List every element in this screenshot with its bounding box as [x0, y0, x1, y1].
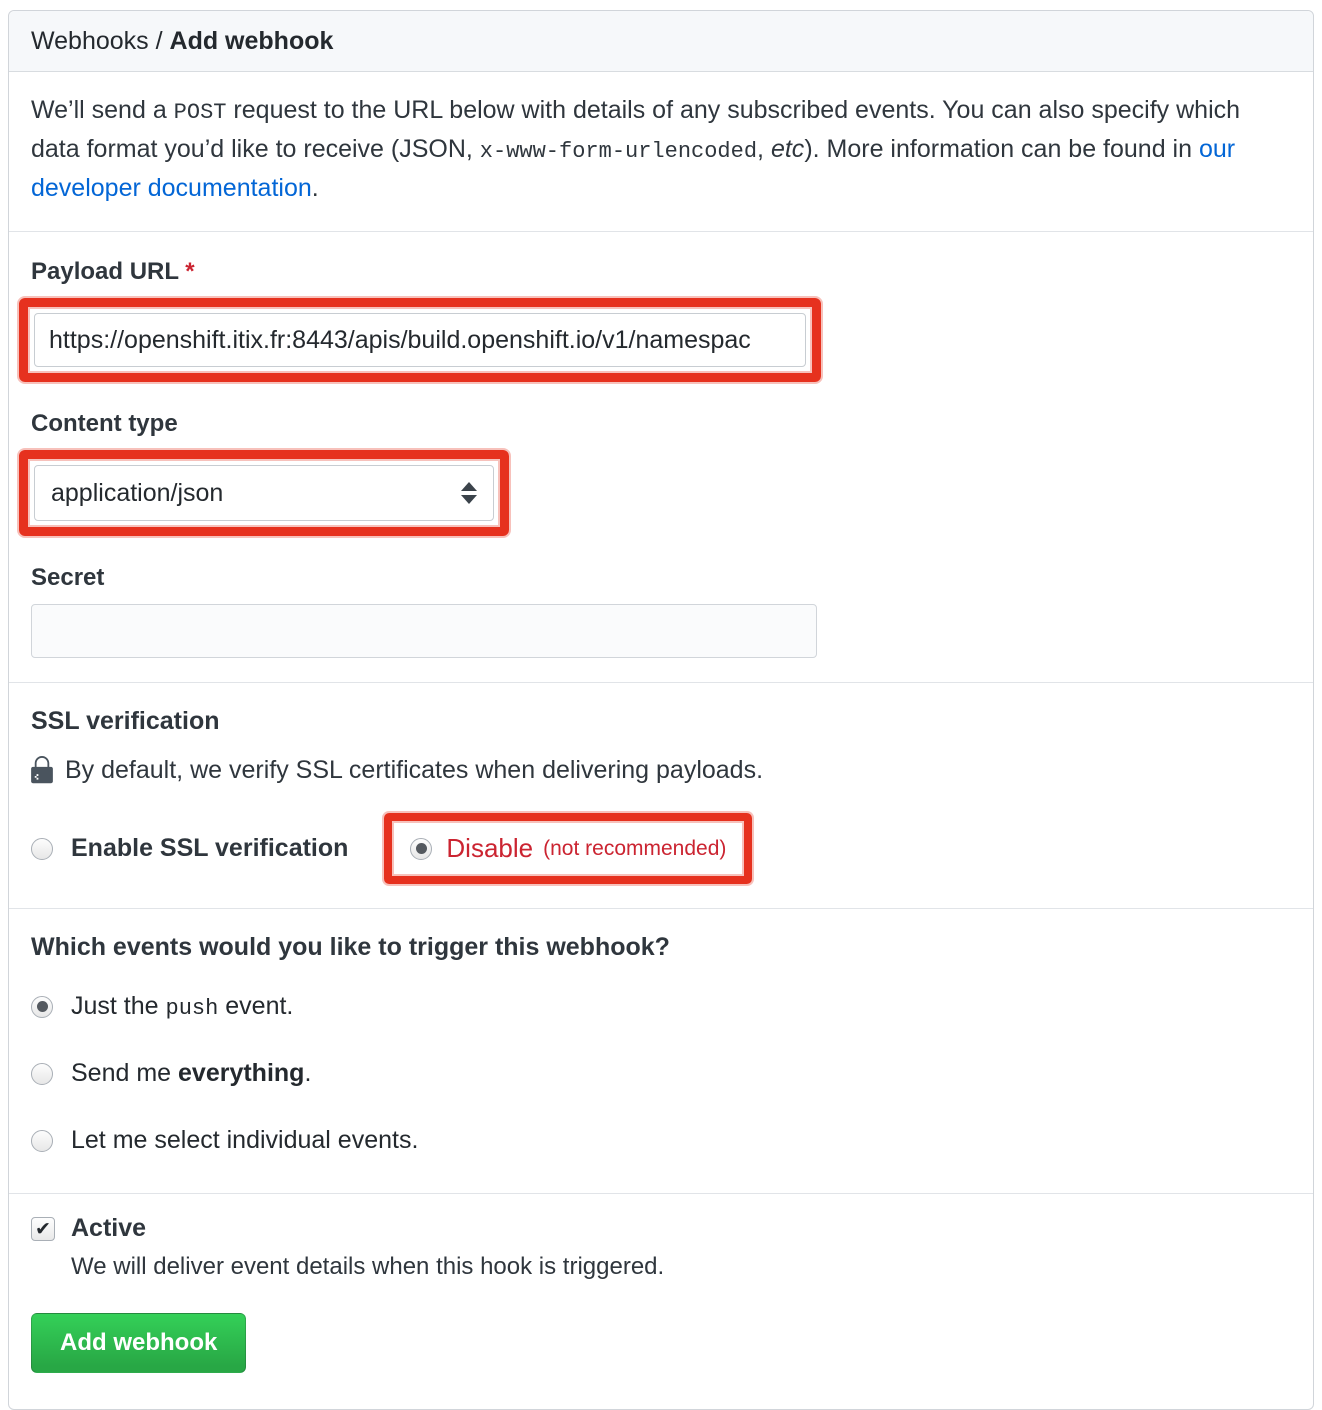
- active-checkbox[interactable]: [31, 1217, 55, 1241]
- events-heading: Which events would you like to trigger this webhook?: [31, 933, 670, 961]
- everything-post: .: [304, 1059, 312, 1087]
- intro-part2: request to the URL below with details of any subscribed events. You can also specify which data format you’d like to receive (JSON,: [31, 96, 1241, 163]
- payload-url-label: [31, 258, 1291, 286]
- push-event-label: [71, 992, 293, 1021]
- form-fields-section: [9, 232, 1313, 683]
- content-type-select[interactable]: [34, 465, 494, 521]
- enable-ssl-radio[interactable]: [31, 838, 53, 860]
- intro-part3: ,: [757, 135, 771, 163]
- secret-input[interactable]: [31, 604, 817, 658]
- intro-section: [9, 72, 1313, 232]
- push-pre: Just the: [71, 992, 166, 1020]
- lock-icon: [31, 756, 53, 785]
- active-section: [9, 1194, 1313, 1409]
- active-description: We will deliver event details when this hook is triggered.: [71, 1253, 665, 1280]
- everything-radio[interactable]: [31, 1063, 53, 1085]
- ssl-verification-section: [9, 683, 1313, 909]
- breadcrumb-add-webhook: Add webhook: [169, 27, 334, 55]
- add-webhook-panel: [8, 10, 1314, 1410]
- everything-bold: everything: [178, 1059, 305, 1087]
- intro-part1: We’ll send a: [31, 96, 174, 124]
- push-post: event.: [218, 992, 294, 1020]
- ssl-note-text: By default, we verify SSL certificates when delivering payloads.: [65, 756, 764, 784]
- developer-docs-link[interactable]: our developer documentation: [31, 135, 1236, 202]
- intro-etc: etc: [770, 135, 805, 163]
- content-type-label: Content type: [31, 410, 178, 437]
- breadcrumb-separator: /: [148, 27, 170, 55]
- urlencoded-code: x-www-form-urlencoded: [479, 139, 758, 164]
- event-option-everything: [31, 1059, 1291, 1088]
- event-option-push: [31, 992, 1291, 1021]
- individual-events-radio[interactable]: [31, 1130, 53, 1152]
- event-option-individual: [31, 1126, 1291, 1155]
- content-type-annotation-box: [19, 450, 509, 536]
- payload-url-annotation-box: [19, 298, 821, 382]
- individual-events-label: Let me select individual events.: [71, 1126, 419, 1154]
- up-down-caret-icon: [461, 482, 477, 504]
- required-asterisk: *: [185, 258, 195, 285]
- disable-ssl-note: (not recommended): [543, 836, 727, 860]
- everything-pre: Send me: [71, 1059, 179, 1087]
- ssl-heading: SSL verification: [31, 707, 220, 735]
- payload-url-input[interactable]: [34, 313, 806, 367]
- everything-label: [71, 1059, 311, 1088]
- checkmark-icon: ✔: [35, 1218, 51, 1240]
- breadcrumb: [9, 11, 1313, 72]
- events-section: [9, 909, 1313, 1194]
- intro-text: [31, 92, 1291, 207]
- secret-label: Secret: [31, 564, 105, 591]
- push-event-radio[interactable]: [31, 996, 53, 1018]
- active-label: Active: [71, 1214, 147, 1242]
- post-code: POST: [173, 100, 227, 125]
- add-webhook-button[interactable]: Add webhook: [31, 1313, 246, 1373]
- disable-ssl-label: Disable: [446, 833, 534, 863]
- content-type-selected-value: application/json: [51, 478, 224, 507]
- disable-ssl-annotation-box: [384, 813, 752, 884]
- intro-part4: ). More information can be found in: [804, 135, 1199, 163]
- push-code: push: [165, 996, 219, 1021]
- enable-ssl-label: Enable SSL verification: [71, 834, 349, 862]
- breadcrumb-webhooks[interactable]: Webhooks: [31, 27, 149, 55]
- payload-url-label-text: Payload URL: [31, 258, 179, 285]
- disable-ssl-radio[interactable]: [410, 838, 432, 860]
- intro-part5: .: [311, 174, 319, 202]
